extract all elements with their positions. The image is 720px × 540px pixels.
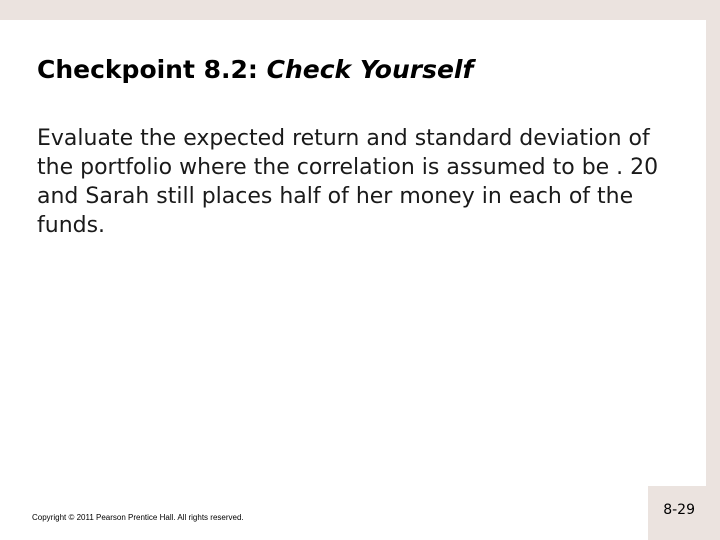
- page-number: 8-29: [663, 502, 695, 518]
- title-italic: Check Yourself: [266, 55, 474, 84]
- slide-body-text: Evaluate the expected return and standard deviation of the portfolio where the correlation is assumed to be . 20 and Sarah still places half of her money in each of the funds.: [37, 126, 659, 238]
- copyright-notice: Copyright © 2011 Pearson Prentice Hall. All rights reserved.: [32, 513, 244, 522]
- slide-panel: [0, 20, 706, 540]
- title-prefix: Checkpoint 8.2:: [37, 55, 267, 84]
- page-number-box: [648, 486, 720, 540]
- slide-title: [37, 54, 473, 86]
